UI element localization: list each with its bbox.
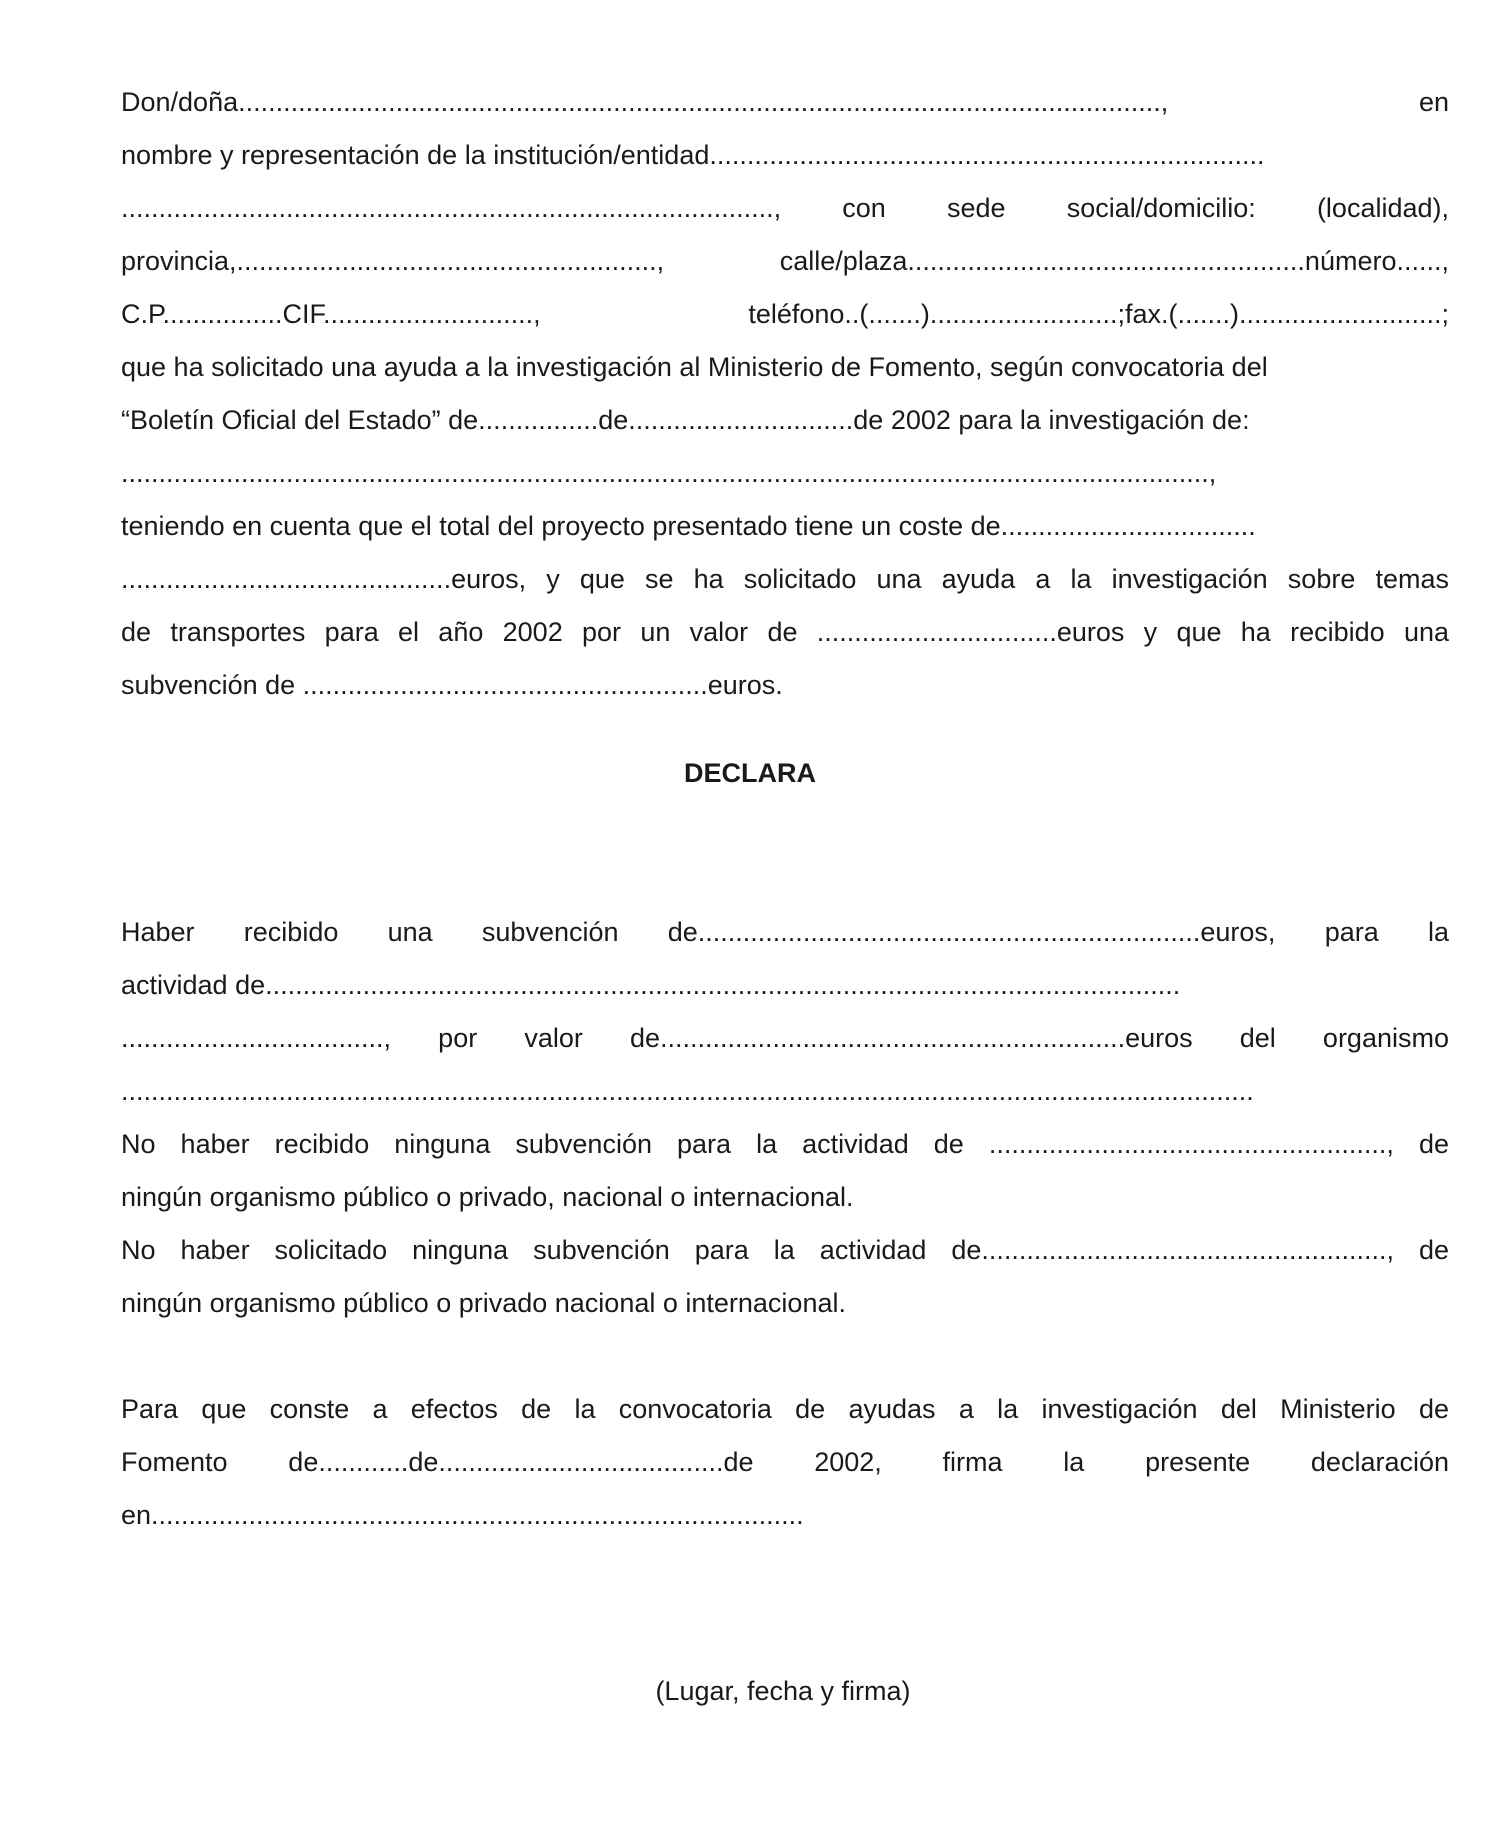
intro-line-2: nombre y representación de la institución/entidad.......................................................................... bbox=[121, 140, 1265, 170]
intro-line-5: C.P................CIF............................, teléfono..(.......).........................;fax.(.......)...........................; bbox=[121, 299, 1449, 329]
intro-line-11: de transportes para el año 2002 por un valor de ................................euros y que ha recibido una bbox=[121, 617, 1449, 647]
intro-line-12: subvención de ......................................................euros. bbox=[121, 670, 783, 700]
declaration-line-8: ningún organismo público o privado nacional o internacional. bbox=[121, 1288, 846, 1318]
declaration-line-3: ..................................., por valor de..............................................................euros del organismo bbox=[121, 1023, 1449, 1053]
declaration-line-7: No haber solicitado ninguna subvención para la actividad de......................................................, de bbox=[121, 1235, 1449, 1265]
intro-line-3: ......................................................................................., con sede social/domicilio: (localidad), bbox=[121, 193, 1449, 223]
declaration-line-4: ....................................................................................................................................................... bbox=[121, 1076, 1254, 1106]
intro-line-9: teniendo en cuenta que el total del proyecto presentado tiene un coste de.................................. bbox=[121, 511, 1256, 541]
declaration-line-1: Haber recibido una subvención de...................................................................euros, para la bbox=[121, 917, 1449, 947]
closing-line-3: en....................................................................................... bbox=[121, 1500, 804, 1530]
declaration-line-2: actividad de.......................................................................................................................... bbox=[121, 970, 1181, 1000]
closing-line-1: Para que conste a efectos de la convocatoria de ayudas a la investigación del Ministerio de bbox=[121, 1394, 1449, 1424]
declaration-line-6: ningún organismo público o privado, nacional o internacional. bbox=[121, 1182, 854, 1212]
intro-line-7: “Boletín Oficial del Estado” de................de..............................de 2002 para la investigación de: bbox=[121, 405, 1250, 435]
declara-heading: DECLARA bbox=[684, 758, 816, 788]
intro-line-8: ................................................................................................................................................., bbox=[121, 458, 1217, 488]
declaration-line-5: No haber recibido ninguna subvención para la actividad de ....................................................., de bbox=[121, 1129, 1449, 1159]
intro-line-10: ............................................euros, y que se ha solicitado una ayuda a la investigación sobre temas bbox=[121, 564, 1449, 594]
intro-line-6: que ha solicitado una ayuda a la investigación al Ministerio de Fomento, según convocatoria del bbox=[121, 352, 1268, 382]
intro-line-1: Don/doña..........................................................................................................................., en bbox=[121, 87, 1449, 117]
closing-line-2: Fomento de............de......................................de 2002, firma la presente declaración bbox=[121, 1447, 1449, 1477]
signature-caption: (Lugar, fecha y firma) bbox=[655, 1676, 911, 1706]
intro-line-4: provincia,........................................................, calle/plaza.....................................................número......, bbox=[121, 246, 1449, 276]
